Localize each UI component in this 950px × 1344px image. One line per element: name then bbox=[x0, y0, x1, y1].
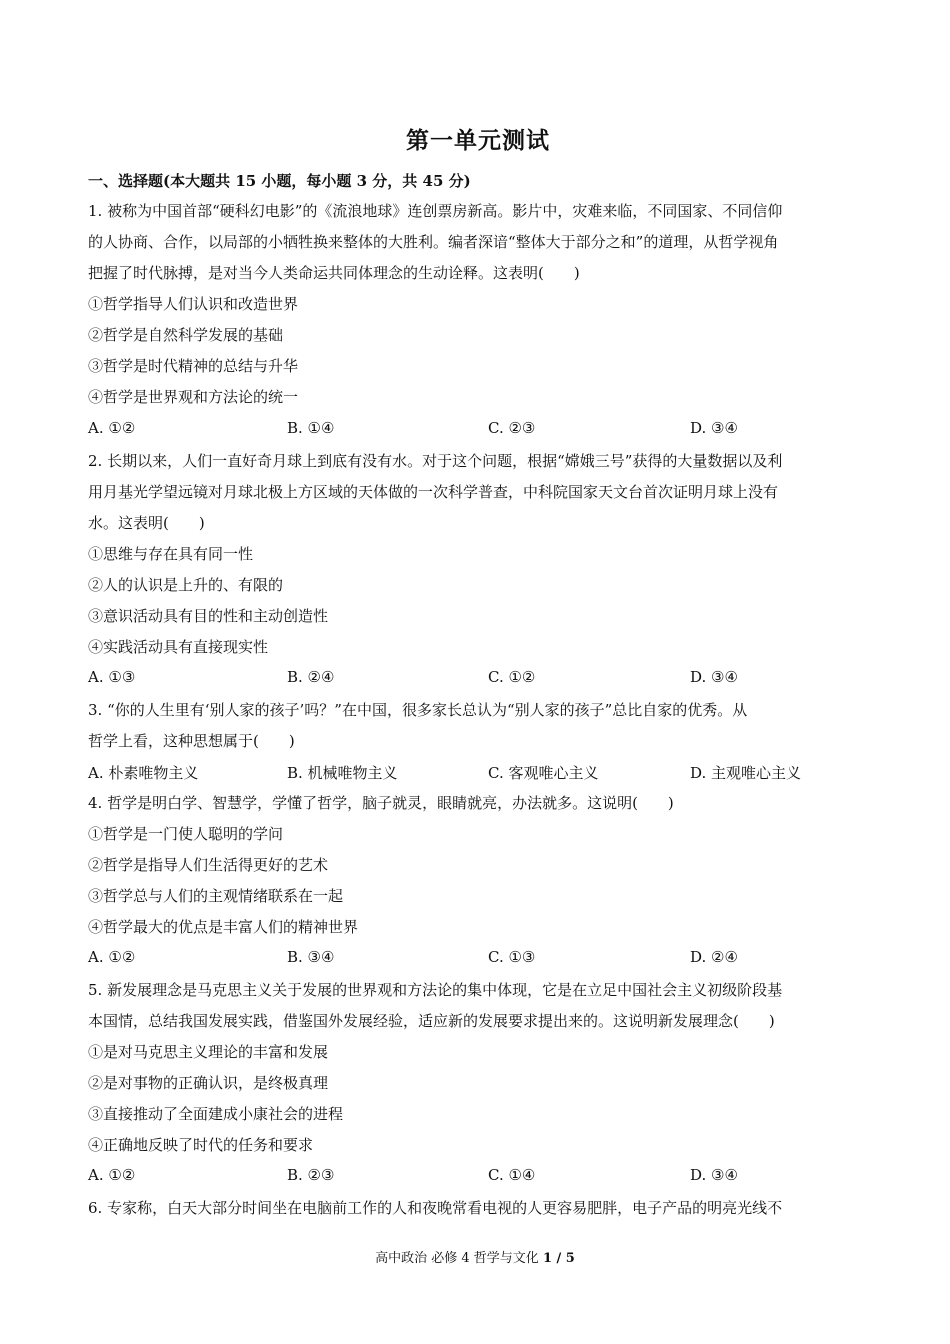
question-3-line-2: 哲学上看，这种思想属于( ) bbox=[88, 732, 295, 750]
question-4-item-1: ①哲学是一门使人聪明的学问 bbox=[88, 825, 284, 843]
question-2-item-4: ④实践活动具有直接现实性 bbox=[88, 638, 269, 656]
question-2-line-3: 水。这表明( ) bbox=[88, 514, 205, 532]
page-title: 第一单元测试 bbox=[406, 127, 550, 154]
question-2-option-a: A. ①③ bbox=[88, 668, 136, 686]
question-4-item-4: ④哲学最大的优点是丰富人们的精神世界 bbox=[88, 918, 359, 936]
question-5-line-2: 本国情，总结我国发展实践，借鉴国外发展经验，适应新的发展要求提出来的。这说明新发展理念( ) bbox=[88, 1012, 775, 1030]
question-5-line-1: 5. 新发展理念是马克思主义关于发展的世界观和方法论的集中体现，它是在立足中国社会主义初级阶段基 bbox=[88, 981, 783, 999]
question-5-item-3: ③直接推动了全面建成小康社会的进程 bbox=[88, 1105, 344, 1123]
question-1-item-3: ③哲学是时代精神的总结与升华 bbox=[88, 357, 299, 375]
question-5-option-a: A. ①② bbox=[88, 1166, 136, 1184]
question-1-item-2: ②哲学是自然科学发展的基础 bbox=[88, 326, 284, 344]
question-4-item-3: ③哲学总与人们的主观情绪联系在一起 bbox=[88, 887, 344, 905]
question-2-item-2: ②人的认识是上升的、有限的 bbox=[88, 576, 284, 594]
question-6-line-1: 6. 专家称，白天大部分时间坐在电脑前工作的人和夜晚常看电视的人更容易肥胖，电子产品的明亮光线不 bbox=[88, 1199, 783, 1217]
question-4-option-a: A. ①② bbox=[88, 948, 136, 966]
question-1-option-d: D. ③④ bbox=[690, 419, 738, 437]
section-heading: 一、选择题(本大题共 15 小题，每小题 3 分，共 45 分) bbox=[88, 172, 471, 190]
question-1-option-c: C. ②③ bbox=[488, 419, 536, 437]
question-4-line-1: 4. 哲学是明白学、智慧学，学懂了哲学，脑子就灵，眼睛就亮，办法就多。这说明( ) bbox=[88, 794, 674, 812]
question-3-option-d: D. 主观唯心主义 bbox=[690, 764, 802, 782]
question-3-line-1: 3. “你的人生里有‘别人家的孩子’吗？”在中国，很多家长总认为“别人家的孩子”总比自家的优秀。从 bbox=[88, 701, 748, 719]
question-5-option-d: D. ③④ bbox=[690, 1166, 738, 1184]
question-1-option-a: A. ①② bbox=[88, 419, 136, 437]
page-footer bbox=[0, 1247, 950, 1266]
question-1-line-1: 1. 被称为中国首部“硬科幻电影”的《流浪地球》连创票房新高。影片中，灾难来临，不同国家、不同信仰 bbox=[88, 202, 783, 220]
question-5-option-b: B. ②③ bbox=[287, 1166, 335, 1184]
question-2-item-3: ③意识活动具有目的性和主动创造性 bbox=[88, 607, 329, 625]
question-5-option-c: C. ①④ bbox=[488, 1166, 536, 1184]
question-1-option-b: B. ①④ bbox=[287, 419, 335, 437]
question-1-line-2: 的人协商、合作，以局部的小牺牲换来整体的大胜利。编者深谙“整体大于部分之和”的道理，从哲学视角 bbox=[88, 233, 779, 251]
question-1-line-3: 把握了时代脉搏，是对当今人类命运共同体理念的生动诠释。这表明( ) bbox=[88, 264, 580, 282]
question-2-option-b: B. ②④ bbox=[287, 668, 335, 686]
question-5-item-2: ②是对事物的正确认识，是终极真理 bbox=[88, 1074, 329, 1092]
question-4-option-b: B. ③④ bbox=[287, 948, 335, 966]
question-3-option-b: B. 机械唯物主义 bbox=[287, 764, 398, 782]
question-5-item-4: ④正确地反映了时代的任务和要求 bbox=[88, 1136, 314, 1154]
question-2-option-c: C. ①② bbox=[488, 668, 536, 686]
question-2-line-1: 2. 长期以来，人们一直好奇月球上到底有没有水。对于这个问题，根据“嫦娥三号”获得的大量数据以及利 bbox=[88, 452, 783, 470]
question-2-item-1: ①思维与存在具有同一性 bbox=[88, 545, 254, 563]
question-2-option-d: D. ③④ bbox=[690, 668, 738, 686]
question-4-option-d: D. ②④ bbox=[690, 948, 738, 966]
question-4-item-2: ②哲学是指导人们生活得更好的艺术 bbox=[88, 856, 329, 874]
question-1-item-4: ④哲学是世界观和方法论的统一 bbox=[88, 388, 299, 406]
question-3-option-c: C. 客观唯心主义 bbox=[488, 764, 599, 782]
question-1-item-1: ①哲学指导人们认识和改造世界 bbox=[88, 295, 299, 313]
footer-subject: 高中政治 必修 4 哲学与文化 bbox=[375, 1251, 539, 1266]
question-4-option-c: C. ①③ bbox=[488, 948, 536, 966]
question-2-line-2: 用月基光学望远镜对月球北极上方区域的天体做的一次科学普查，中科院国家天文台首次证明月球上没有 bbox=[88, 483, 779, 501]
footer-page-number: 1 / 5 bbox=[542, 1251, 575, 1266]
question-5-item-1: ①是对马克思主义理论的丰富和发展 bbox=[88, 1043, 329, 1061]
question-3-option-a: A. 朴素唯物主义 bbox=[88, 764, 199, 782]
